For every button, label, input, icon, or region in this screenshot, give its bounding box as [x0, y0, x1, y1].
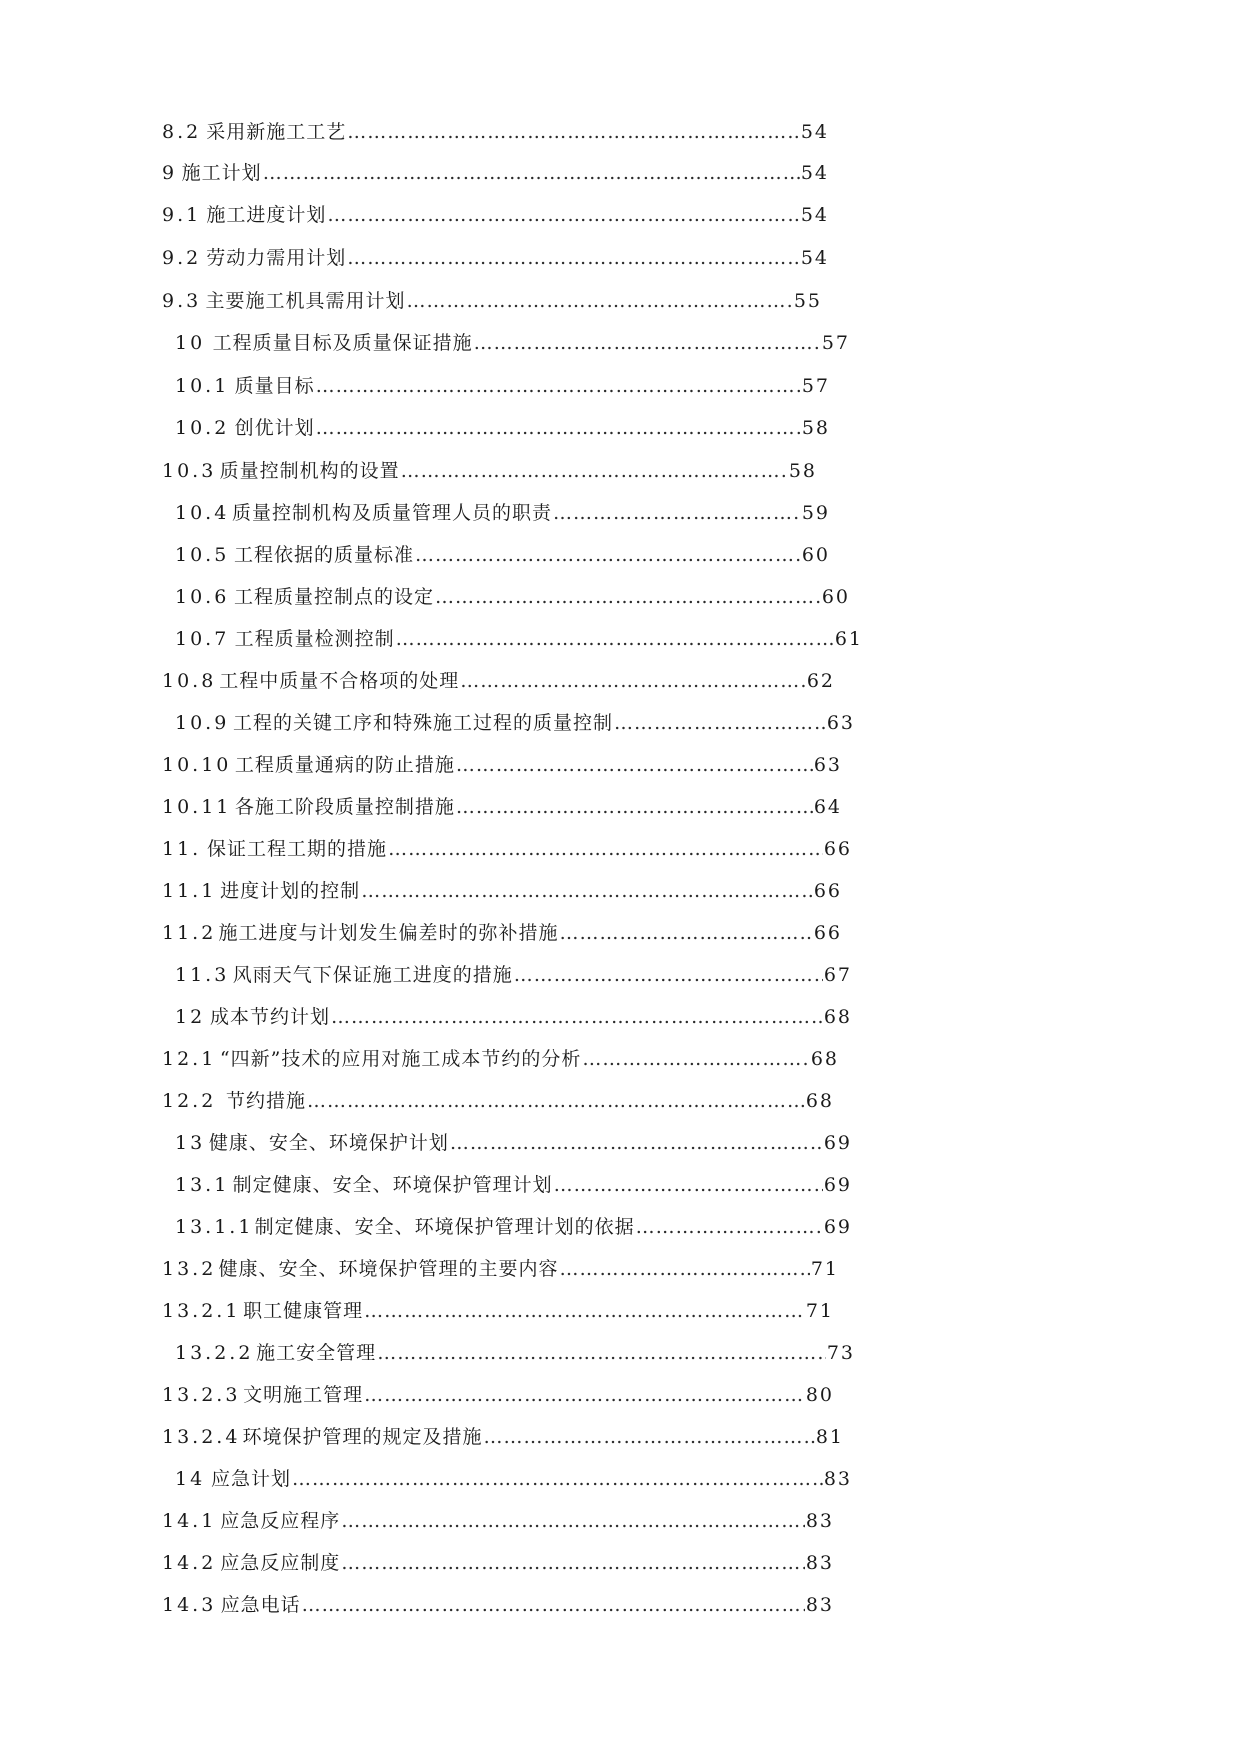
- toc-entry-title: 工程的关键工序和特殊施工过程的质量控制: [232, 712, 613, 734]
- toc-entry-title: 质量目标: [234, 375, 315, 397]
- toc-entry-page: 66: [823, 838, 852, 860]
- toc-entry-number: 14.1: [162, 1510, 217, 1532]
- toc-entry-title: 应急反应制度: [220, 1552, 341, 1574]
- toc-entry[interactable]: [162, 1380, 834, 1410]
- toc-leader-dots: [483, 1422, 814, 1452]
- toc-leader-dots: [450, 1128, 823, 1158]
- toc-entry-title: 施工安全管理: [256, 1342, 377, 1364]
- toc-leader-dots: [474, 328, 821, 358]
- toc-leader-dots: [302, 1590, 805, 1620]
- toc-entry[interactable]: [175, 540, 830, 570]
- toc-entry-number: 13.2.2: [175, 1342, 254, 1364]
- toc-entry-page: 64: [813, 796, 842, 818]
- toc-entry-page: 60: [821, 586, 850, 608]
- toc-leader-dots: [456, 750, 813, 780]
- toc-leader-dots: [364, 1380, 805, 1410]
- toc-entry-title: 职工健康管理: [243, 1300, 364, 1322]
- toc-entry[interactable]: [162, 117, 829, 147]
- toc-entry-page: 68: [810, 1048, 839, 1070]
- toc-entry-page: 54: [800, 204, 829, 226]
- toc-entry-page: 66: [813, 880, 842, 902]
- toc-entry[interactable]: [162, 243, 829, 273]
- toc-entry[interactable]: [162, 918, 842, 948]
- toc-entry-title: 健康、安全、环境保护计划: [208, 1132, 449, 1154]
- toc-entry[interactable]: [162, 1254, 839, 1284]
- toc-entry[interactable]: [162, 1548, 834, 1578]
- toc-entry[interactable]: [162, 792, 842, 822]
- toc-entry-number: 13.2: [162, 1258, 217, 1280]
- toc-entry-title: 应急反应程序: [220, 1510, 341, 1532]
- toc-entry-title: 成本节约计划: [209, 1006, 330, 1028]
- toc-entry[interactable]: [175, 1338, 855, 1368]
- toc-entry-page: 73: [826, 1342, 855, 1364]
- toc-entry-number: 11.3: [175, 964, 230, 986]
- toc-entry-number: 10.4: [175, 502, 230, 524]
- toc-entry-page: 68: [823, 1006, 852, 1028]
- toc-entry-page: 71: [810, 1258, 839, 1280]
- toc-entry-page: 69: [823, 1174, 852, 1196]
- toc-entry[interactable]: [175, 960, 852, 990]
- toc-leader-dots: [396, 624, 834, 654]
- toc-entry-number: 10.10: [162, 754, 232, 776]
- toc-entry-title: 节约措施: [226, 1090, 307, 1112]
- toc-entry-number: 13: [175, 1132, 206, 1154]
- toc-entry[interactable]: [162, 1044, 839, 1074]
- toc-entry-page: 55: [793, 290, 822, 312]
- toc-entry-number: 13.2.4: [162, 1426, 241, 1448]
- toc-entry[interactable]: [175, 582, 850, 612]
- toc-leader-dots: [388, 834, 823, 864]
- toc-entry-title: 文明施工管理: [243, 1384, 364, 1406]
- toc-leader-dots: [377, 1338, 826, 1368]
- toc-entry[interactable]: [162, 1422, 844, 1452]
- toc-entry-page: 71: [805, 1300, 834, 1322]
- toc-entry[interactable]: [162, 286, 822, 316]
- toc-leader-dots: [401, 456, 788, 486]
- toc-entry-page: 57: [821, 332, 850, 354]
- toc-entry-number: 11.: [162, 838, 202, 860]
- toc-entry-title: 工程质量检测控制: [234, 628, 395, 650]
- toc-entry[interactable]: [162, 1590, 834, 1620]
- toc-entry-page: 67: [823, 964, 852, 986]
- toc-entry-page: 83: [823, 1468, 852, 1490]
- toc-entry-title: 工程质量控制点的设定: [234, 586, 435, 608]
- toc-entry-number: 9.2: [162, 247, 202, 269]
- toc-leader-dots: [347, 117, 800, 147]
- toc-leader-dots: [553, 498, 801, 528]
- toc-entry-title: 工程质量通病的防止措施: [234, 754, 455, 776]
- toc-entry-title: 健康、安全、环境保护管理的主要内容: [218, 1258, 559, 1280]
- toc-entry-title: 风雨天气下保证施工进度的措施: [232, 964, 513, 986]
- toc-entry-page: 83: [805, 1594, 834, 1616]
- toc-entry-page: 63: [826, 712, 855, 734]
- toc-entry-page: 83: [805, 1510, 834, 1532]
- toc-leader-dots: [554, 1170, 823, 1200]
- toc-entry-page: 66: [813, 922, 842, 944]
- toc-entry-number: 13.1: [175, 1174, 230, 1196]
- toc-entry-number: 9.3: [162, 290, 202, 312]
- toc-entry[interactable]: [175, 1002, 852, 1032]
- toc-entry-title: 进度计划的控制: [220, 880, 361, 902]
- toc-entry[interactable]: [162, 1506, 834, 1536]
- toc-entry-page: 57: [801, 375, 830, 397]
- toc-entry-number: 13.2.1: [162, 1300, 241, 1322]
- toc-entry-page: 68: [805, 1090, 834, 1112]
- toc-entry-number: 10.3: [162, 460, 217, 482]
- toc-leader-dots: [460, 666, 806, 696]
- toc-leader-dots: [316, 413, 801, 443]
- toc-entry-number: 10.6: [175, 586, 230, 608]
- toc-entry-number: 9.1: [162, 204, 202, 226]
- toc-entry-page: 61: [834, 628, 863, 650]
- toc-entry[interactable]: [162, 158, 829, 188]
- toc-leader-dots: [415, 540, 801, 570]
- toc-leader-dots: [614, 708, 826, 738]
- toc-entry-title: 施工进度计划: [206, 204, 327, 226]
- toc-leader-dots: [327, 200, 799, 230]
- toc-entry-number: 9: [162, 162, 178, 184]
- toc-entry-title: 制定健康、安全、环境保护管理计划: [232, 1174, 553, 1196]
- toc-entry-page: 54: [800, 162, 829, 184]
- toc-entry-title: 保证工程工期的措施: [207, 838, 388, 860]
- toc-leader-dots: [364, 1296, 805, 1326]
- toc-entry-title: 制定健康、安全、环境保护管理计划的依据: [254, 1216, 635, 1238]
- toc-leader-dots: [263, 158, 800, 188]
- toc-entry-title: 应急计划: [211, 1468, 292, 1490]
- toc-leader-dots: [341, 1548, 805, 1578]
- toc-leader-dots: [582, 1044, 809, 1074]
- toc-entry-title: “四新”技术的应用对施工成本节约的分析: [219, 1048, 582, 1070]
- toc-entry[interactable]: [162, 456, 817, 486]
- toc-leader-dots: [435, 582, 821, 612]
- toc-leader-dots: [316, 371, 801, 401]
- toc-entry-number: 13.1.1: [175, 1216, 254, 1238]
- toc-leader-dots: [559, 918, 812, 948]
- toc-entry-number: 10.5: [175, 544, 230, 566]
- toc-entry-number: 10.1: [175, 375, 230, 397]
- toc-entry-number: 10.8: [162, 670, 217, 692]
- toc-entry[interactable]: [162, 200, 829, 230]
- toc-entry-title: 劳动力需用计划: [206, 247, 347, 269]
- toc-entry-number: 10.7: [175, 628, 230, 650]
- toc-entry-number: 12.2: [162, 1090, 217, 1112]
- toc-entry[interactable]: [162, 876, 842, 906]
- toc-entry[interactable]: [175, 1464, 852, 1494]
- toc-entry-number: 10.11: [162, 796, 232, 818]
- toc-entry-number: 12: [175, 1006, 206, 1028]
- toc-entry-number: 14.2: [162, 1552, 217, 1574]
- toc-entry[interactable]: [175, 708, 855, 738]
- toc-entry-number: 8.2: [162, 121, 202, 143]
- toc-entry-number: 14: [175, 1468, 206, 1490]
- toc-entry[interactable]: [175, 371, 830, 401]
- toc-entry-number: 10.9: [175, 712, 230, 734]
- toc-entry[interactable]: [162, 1296, 834, 1326]
- toc-entry-title: 主要施工机具需用计划: [205, 290, 406, 312]
- toc-entry-page: 80: [805, 1384, 834, 1406]
- toc-entry-title: 施工计划: [181, 162, 262, 184]
- toc-entry-page: 81: [815, 1426, 844, 1448]
- toc-entry-page: 59: [801, 502, 830, 524]
- toc-entry-page: 62: [806, 670, 835, 692]
- toc-entry-page: 83: [805, 1552, 834, 1574]
- toc-leader-dots: [456, 792, 813, 822]
- toc-entry[interactable]: [175, 1212, 852, 1242]
- toc-entry-number: 11.1: [162, 880, 217, 902]
- toc-entry-page: 69: [823, 1216, 852, 1238]
- toc-leader-dots: [636, 1212, 823, 1242]
- toc-entry-title: 采用新施工工艺: [206, 121, 347, 143]
- toc-entry-page: 60: [801, 544, 830, 566]
- toc-entry[interactable]: [175, 498, 830, 528]
- toc-entry-page: 58: [788, 460, 817, 482]
- toc-leader-dots: [406, 286, 792, 316]
- toc-leader-dots: [514, 960, 823, 990]
- toc-entry-title: 质量控制机构的设置: [219, 460, 400, 482]
- toc-leader-dots: [347, 243, 800, 273]
- toc-entry-title: 工程质量目标及质量保证措施: [212, 332, 473, 354]
- toc-entry-number: 10: [175, 332, 206, 354]
- toc-entry[interactable]: [175, 1128, 852, 1158]
- toc-entry[interactable]: [162, 666, 835, 696]
- toc-entry-title: 工程依据的质量标准: [234, 544, 415, 566]
- toc-entry-number: 14.3: [162, 1594, 217, 1616]
- toc-leader-dots: [341, 1506, 805, 1536]
- toc-leader-dots: [559, 1254, 809, 1284]
- toc-entry-number: 11.2: [162, 922, 217, 944]
- toc-leader-dots: [361, 876, 813, 906]
- toc-entry-title: 各施工阶段质量控制措施: [234, 796, 455, 818]
- toc-entry-page: 54: [800, 121, 829, 143]
- toc-entry-page: 54: [800, 247, 829, 269]
- toc-entry-number: 12.1: [162, 1048, 217, 1070]
- toc-entry-title: 环境保护管理的规定及措施: [242, 1426, 483, 1448]
- toc-entry[interactable]: [175, 413, 830, 443]
- toc-entry-page: 63: [813, 754, 842, 776]
- toc-leader-dots: [307, 1086, 805, 1116]
- toc-entry-number: 13.2.3: [162, 1384, 241, 1406]
- toc-entry-page: 69: [823, 1132, 852, 1154]
- toc-entry-title: 施工进度与计划发生偏差时的弥补措施: [218, 922, 559, 944]
- toc-entry-title: 质量控制机构及质量管理人员的职责: [232, 502, 553, 524]
- toc-entry[interactable]: [175, 1170, 852, 1200]
- toc-entry[interactable]: [162, 834, 852, 864]
- toc-entry[interactable]: [175, 328, 850, 358]
- toc-leader-dots: [331, 1002, 823, 1032]
- toc-entry-title: 工程中质量不合格项的处理: [219, 670, 460, 692]
- toc-entry-title: 应急电话: [220, 1594, 301, 1616]
- toc-entry-page: 58: [801, 417, 830, 439]
- toc-entry[interactable]: [175, 624, 863, 654]
- toc-entry-title: 创优计划: [234, 417, 315, 439]
- toc-entry[interactable]: [162, 750, 842, 780]
- toc-entry[interactable]: [162, 1086, 834, 1116]
- toc-entry-number: 10.2: [175, 417, 230, 439]
- toc-leader-dots: [292, 1464, 823, 1494]
